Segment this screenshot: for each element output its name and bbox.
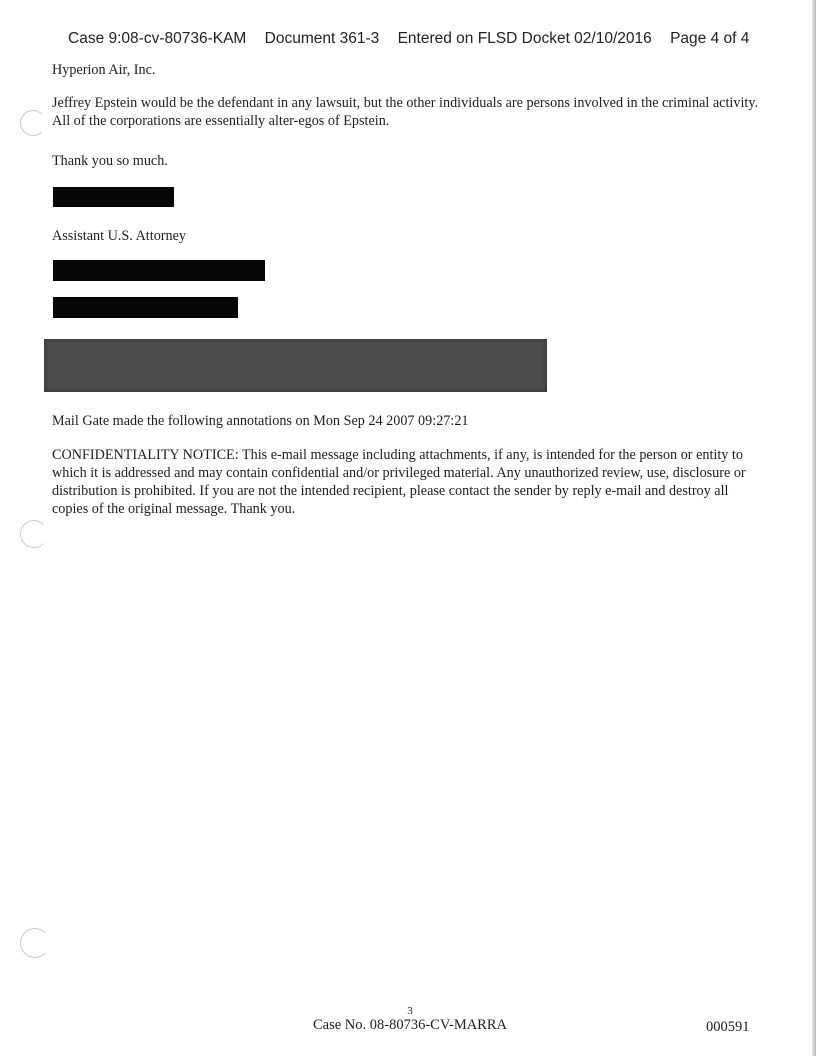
footer-case-number: Case No. 08-80736-CV-MARRA [312,1017,507,1033]
punch-hole-mark-bottom [20,928,50,958]
confidentiality-notice: CONFIDENTIALITY NOTICE: This e-mail message including attachments, if any, is intended for the person or entity to which it is addressed and may contain confidential and/or privileged material. Any unauthorized review, use, disclosure or distribution is prohibited. If you are not the intended recipient, please contact the sender by reply e-mail and destroy all copies of the original message. Thank you. [52,447,746,517]
bates-number: 000591 [706,1019,750,1035]
thanks-line: Thank you so much. [52,153,168,169]
footer-center [300,1006,520,1033]
redacted-phone [53,260,265,281]
case-number-header: Case 9:08-cv-80736-KAM [68,30,247,47]
page-indicator: Page 4 of 4 [670,30,750,47]
signature-title: Assistant U.S. Attorney [52,228,186,244]
punch-hole-mark-top [20,110,46,136]
document-number: Document 361-3 [264,30,380,47]
redacted-email [53,297,238,318]
page-number: 3 [407,1005,413,1017]
mailgate-annotation: Mail Gate made the following annotations on Mon Sep 24 2007 09:27:21 [52,413,469,429]
redacted-name [53,187,174,207]
page-edge-shadow [812,0,816,1056]
defendant-paragraph: Jeffrey Epstein would be the defendant in any lawsuit, but the other individuals are persons involved in the criminal activity. All of the corporations are essentially alter-egos of Epstein. [52,95,759,129]
company-name-line: Hyperion Air, Inc. [52,62,156,78]
docket-entry: Entered on FLSD Docket 02/10/2016 [397,30,652,47]
court-filing-header [68,30,749,48]
redacted-block [44,339,547,392]
punch-hole-mark-middle [20,520,48,548]
